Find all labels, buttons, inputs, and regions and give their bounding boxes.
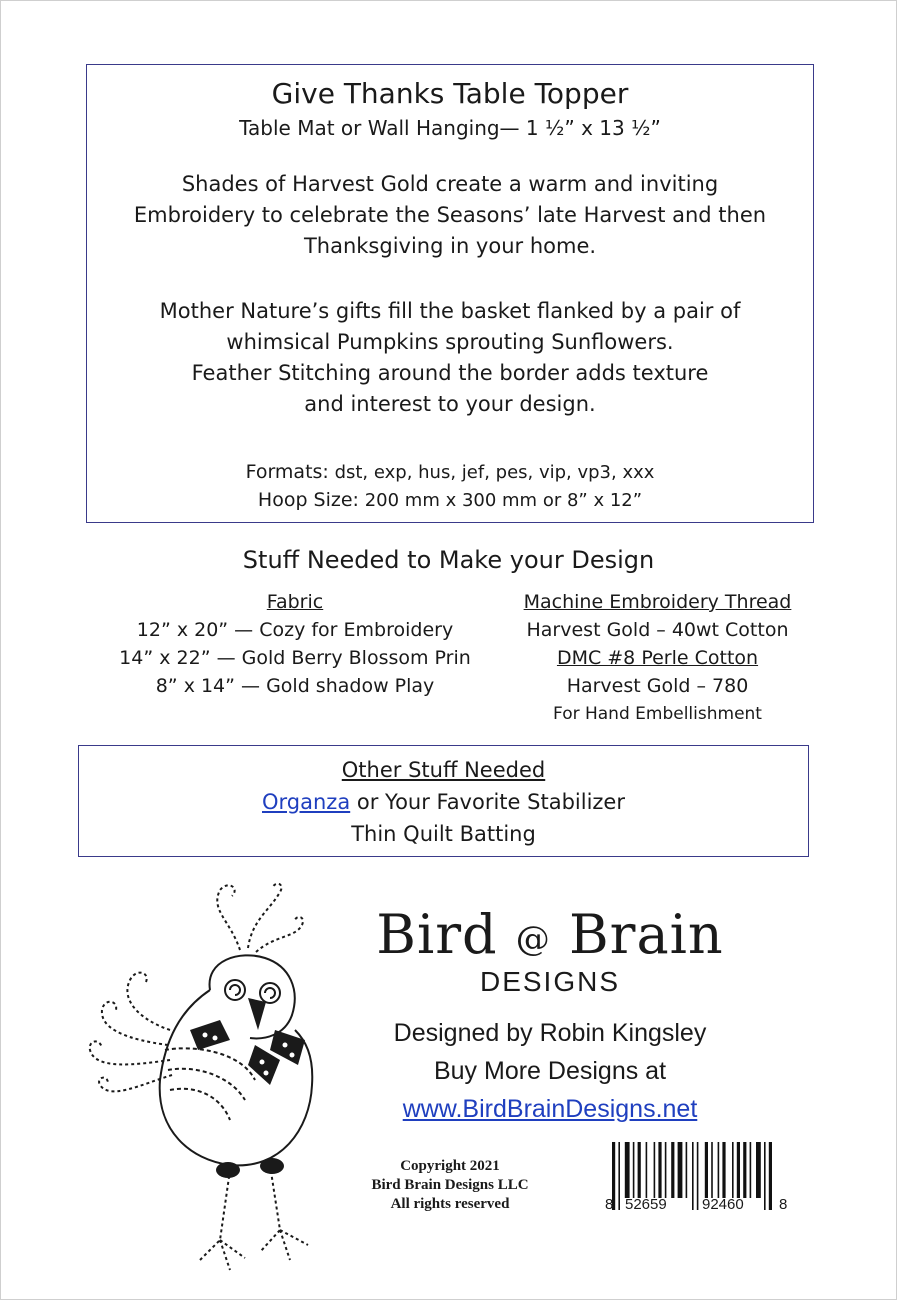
leg [260,1165,308,1260]
other-stuff-list [79,754,808,850]
copyright-line: All rights reserved [390,1196,510,1212]
barcode-bar [658,1142,661,1198]
foot [216,1162,240,1178]
wing-stitch [165,1048,255,1080]
foot [260,1158,284,1174]
perle-item: Harvest Gold – 780 [566,675,749,697]
paragraph-line: Feather Stitching around the border adds texture [191,361,709,385]
hoop-size-line [87,486,813,515]
wing-stitch [168,1069,245,1100]
barcode-bar [743,1142,746,1198]
paragraph-line: Embroidery to celebrate the Seasons’ late Harvest and then [133,203,767,227]
barcode-bar [638,1142,641,1198]
eye-swirl [230,985,240,995]
barcode-bar [769,1142,772,1210]
hoop-label: Hoop Size: [257,489,359,511]
barcode-bar [678,1142,683,1198]
stabilizer-text: or Your Favorite Stabilizer [350,790,625,814]
barcode-bar [618,1142,620,1210]
designed-by: Designed by Robin Kingsley [393,1019,707,1047]
fabric-item: 8” x 14” — Gold shadow Play [155,675,435,697]
barcode-bar [756,1142,761,1198]
tail-swirl [90,1041,170,1064]
swirl-icon: @ [515,919,551,959]
paragraph-line: Shades of Harvest Gold create a warm and inviting [181,172,719,196]
fabric-item: 14” x 22” — Gold Berry Blossom Prin [119,647,471,669]
copyright-notice [355,1157,545,1214]
fabric-item: 12” x 20” — Cozy for Embroidery [136,619,454,641]
brand-name-left: Bird [376,903,498,966]
thread-heading: Machine Embroidery Thread [523,591,792,613]
copyright-line: Copyright 2021 [400,1158,500,1174]
barcode-bar [697,1142,699,1210]
eye [260,983,280,1003]
barcode-bar [646,1142,648,1198]
hoop-value: 200 mm x 300 mm or 8” x 12” [364,490,643,511]
other-stuff-heading: Other Stuff Needed [341,758,546,782]
fabric-heading: Fabric [266,591,324,613]
brand-name [360,905,740,969]
barcode-bar [654,1142,656,1198]
crest-swirl [217,885,240,950]
barcode-bar [692,1142,694,1210]
perle-heading: DMC #8 Perle Cotton [556,647,759,669]
barcode-bar [671,1142,674,1198]
eye [225,980,245,1000]
brand-name-right: Brain [568,903,724,966]
leg [200,1170,245,1270]
barcode-bar [711,1142,713,1198]
organza-link[interactable]: Organza [262,790,351,814]
stuff-needed-heading: Stuff Needed to Make your Design [242,546,655,574]
bird-beak [248,998,266,1030]
product-subtitle: Table Mat or Wall Hanging— 1 ½” x 13 ½” [239,116,661,140]
barcode-bar [686,1142,688,1198]
website-link[interactable]: www.BirdBrainDesigns.net [402,1095,698,1123]
description-paragraph-1 [87,169,813,262]
tail-swirl [127,973,170,1030]
product-title: Give Thanks Table Topper [271,77,629,110]
description-box [86,64,814,523]
other-stuff-line-2: Thin Quilt Batting [351,822,536,846]
barcode-bar [633,1142,635,1198]
paragraph-line: Thanksgiving in your home. [303,234,597,258]
barcode-bar [705,1142,708,1198]
tail-swirl [102,1002,168,1045]
bird-body [160,990,313,1165]
crest-swirl [256,917,303,952]
barcode-bar [737,1142,740,1198]
paragraph-line: and interest to your design. [304,392,596,416]
eye-swirl [265,988,275,998]
paragraph-line: Mother Nature’s gifts fill the basket flanked by a pair of [159,299,741,323]
barcode-digit-first: 8 [605,1196,614,1213]
barcode-digits-right: 92460 [702,1196,744,1213]
buy-more: Buy More Designs at [433,1057,667,1085]
barcode-bar [750,1142,752,1198]
formats-value: dst, exp, hus, jef, pes, vip, vp3, xxx [334,462,655,483]
barcode-bar [722,1142,725,1198]
paragraph-line: whimsical Pumpkins sprouting Sunflowers. [226,330,674,354]
barcode-digit-last: 8 [779,1196,788,1213]
formats-line [87,458,813,487]
barcode-bar [718,1142,720,1198]
other-stuff-line-1 [79,786,808,818]
fabric-column [90,588,500,700]
brand-logo [360,905,740,997]
barcode-bar [625,1142,630,1198]
crest-swirl [248,884,281,948]
barcode-bar [732,1142,734,1198]
thread-item: Harvest Gold – 40wt Cotton [526,619,789,641]
thread-column [500,588,815,728]
wing-stitch [170,1089,230,1120]
formats-label: Formats: [245,461,329,483]
other-stuff-box [78,745,809,857]
barcode-bar [764,1142,766,1210]
perle-note: For Hand Embellishment [553,704,762,724]
description-paragraph-2 [87,296,813,420]
checkered-collar [190,1020,305,1085]
brand-subtitle: DESIGNS [479,966,621,997]
bird-illustration [80,880,340,1280]
copyright-line: Bird Brain Designs LLC [371,1177,529,1193]
barcode-digits-left: 52659 [625,1196,667,1213]
credits [360,1014,740,1128]
barcode-bar [665,1142,667,1198]
